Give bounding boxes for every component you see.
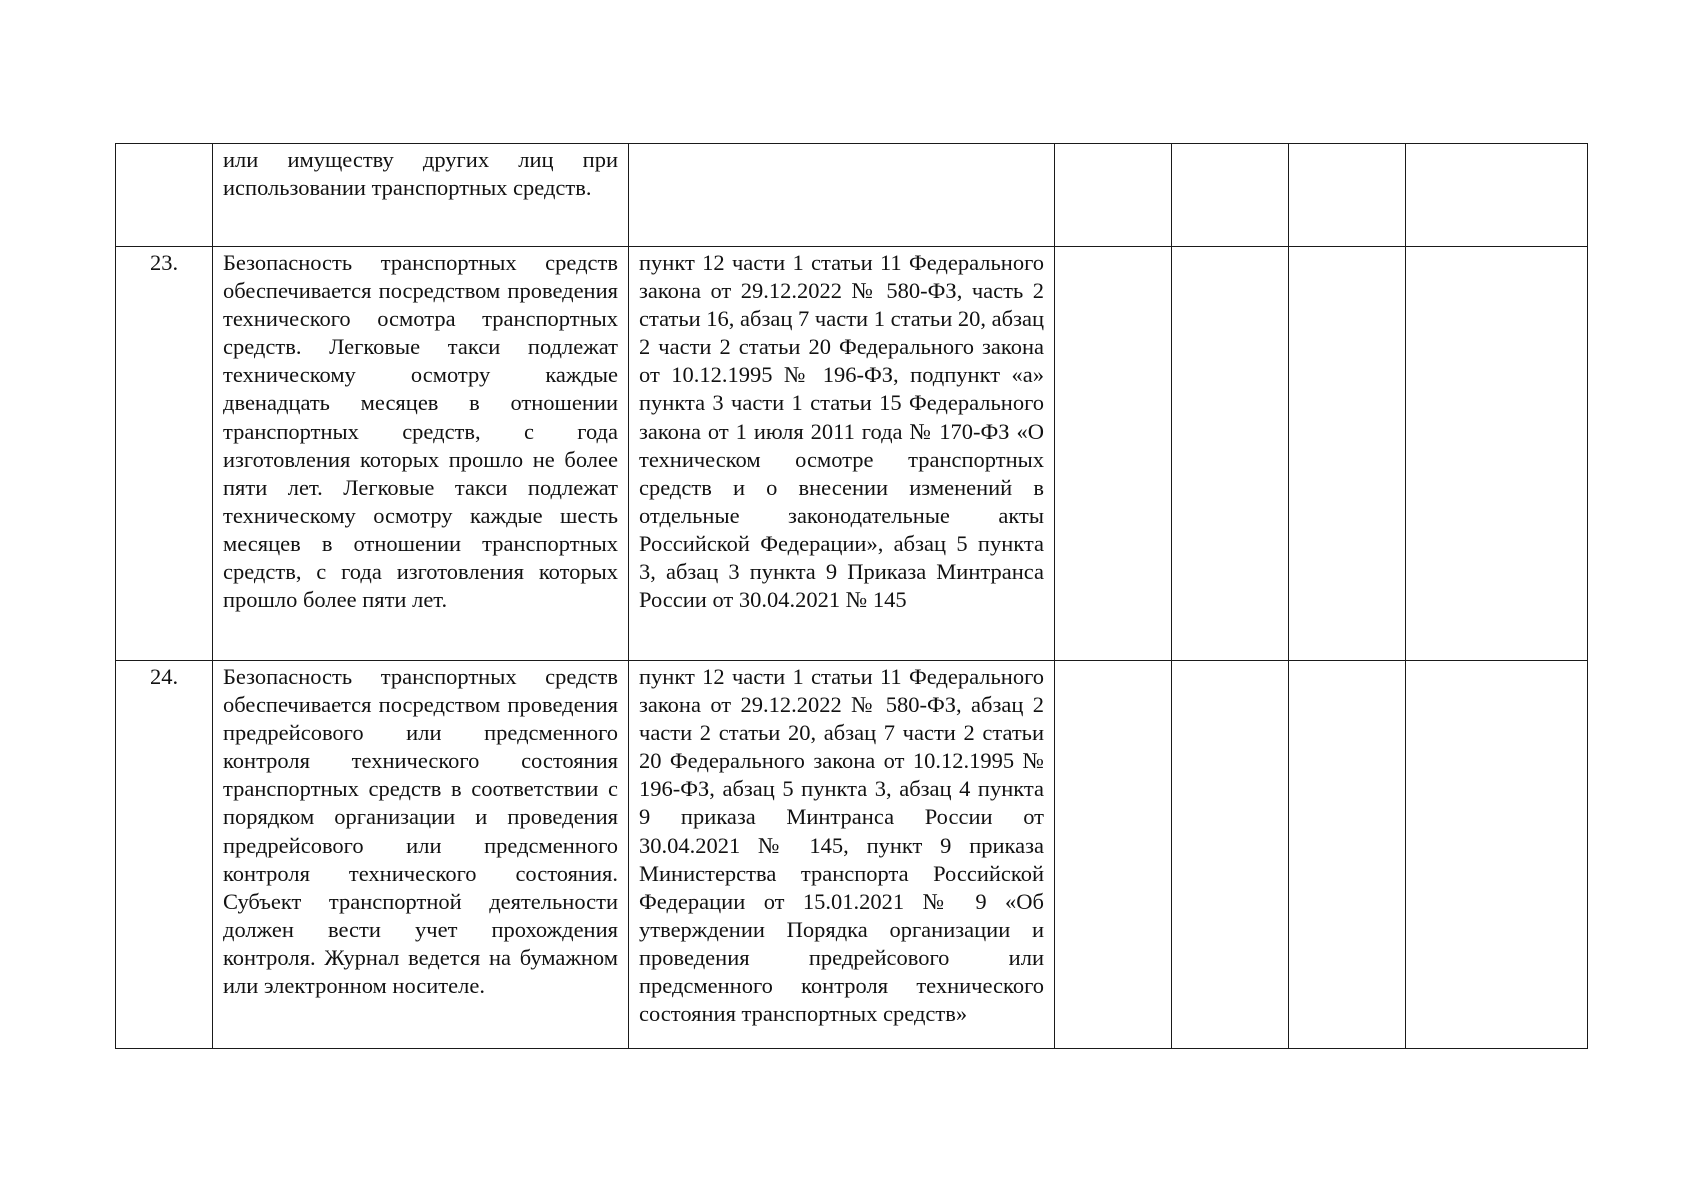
empty-cell xyxy=(1406,144,1588,247)
requirement-text: или имуществу других лиц при использовании транспортных средств. xyxy=(223,147,618,201)
legal-basis-cell xyxy=(629,661,1055,1049)
empty-cell xyxy=(1172,661,1289,1049)
requirement-cell xyxy=(213,144,629,247)
legal-basis-cell xyxy=(629,247,1055,661)
requirements-table xyxy=(115,143,1588,1049)
row-number-cell xyxy=(116,661,213,1049)
legal-basis-cell xyxy=(629,144,1055,247)
empty-cell xyxy=(1289,247,1406,661)
table-row xyxy=(116,661,1588,1049)
empty-cell xyxy=(1055,661,1172,1049)
empty-cell xyxy=(1172,144,1289,247)
empty-cell xyxy=(1172,247,1289,661)
requirement-text: Безопасность транспортных средств обеспечивается посредством проведения технического осмотра транспортных средств. Легковые такси подлежат техническому осмотру каждые двенадцать месяцев в отношении транспортных средств, с года изготовления которых прошло не более пяти лет. Легковые такси подлежат техническому осмотру каждые шесть месяцев в отношении транспортных средств, с года изготовления которых прошло более пяти лет. xyxy=(223,250,618,613)
empty-cell xyxy=(1406,247,1588,661)
requirement-cell xyxy=(213,247,629,661)
empty-cell xyxy=(1289,661,1406,1049)
table-row xyxy=(116,144,1588,247)
empty-cell xyxy=(1055,247,1172,661)
row-number-cell xyxy=(116,144,213,247)
requirement-text: Безопасность транспортных средств обеспечивается посредством проведения предрейсового или предсменного контроля технического состояния транспортных средств в соответствии с порядком организации и проведения предрейсового или предсменного контроля технического состояния. Субъект транспортной деятельности должен вести учет прохождения контроля. Журнал ведется на бумажном или электронном носителе. xyxy=(223,664,618,999)
row-number: 23. xyxy=(149,250,179,275)
row-number: 24. xyxy=(149,664,179,689)
table-row xyxy=(116,247,1588,661)
empty-cell xyxy=(1289,144,1406,247)
legal-basis-text: пункт 12 части 1 статьи 11 Федерального закона от 29.12.2022 № 580-ФЗ, часть 2 статьи 16, абзац 7 части 1 статьи 20, абзац 2 части 2 статьи 20 Федерального закона от 10.12.1995 № 196-ФЗ, подпункт «а» пункта 3 части 1 статьи 15 Федерального закона от 1 июля 2011 года № 170-ФЗ «О техническом осмотре транспортных средств и о внесении изменений в отдельные законодательные акты Российской Федерации», абзац 5 пункта 3, абзац 3 пункта 9 Приказа Минтранса России от 30.04.2021 № 145 xyxy=(639,250,1044,613)
requirement-cell xyxy=(213,661,629,1049)
legal-basis-text: пункт 12 части 1 статьи 11 Федерального закона от 29.12.2022 № 580-ФЗ, абзац 2 части 2 статьи 20, абзац 7 части 2 статьи 20 Федерального закона от 10.12.1995 № 196-ФЗ, абзац 5 пункта 3, абзац 4 пункта 9 приказа Минтранса России от 30.04.2021 № 145, пункт 9 приказа Министерства транспорта Российской Федерации от 15.01.2021 № 9 «Об утверждении Порядка организации и проведения предрейсового или предсменного контроля технического состояния транспортных средств» xyxy=(639,664,1044,1027)
empty-cell xyxy=(1055,144,1172,247)
empty-cell xyxy=(1406,661,1588,1049)
row-number-cell xyxy=(116,247,213,661)
